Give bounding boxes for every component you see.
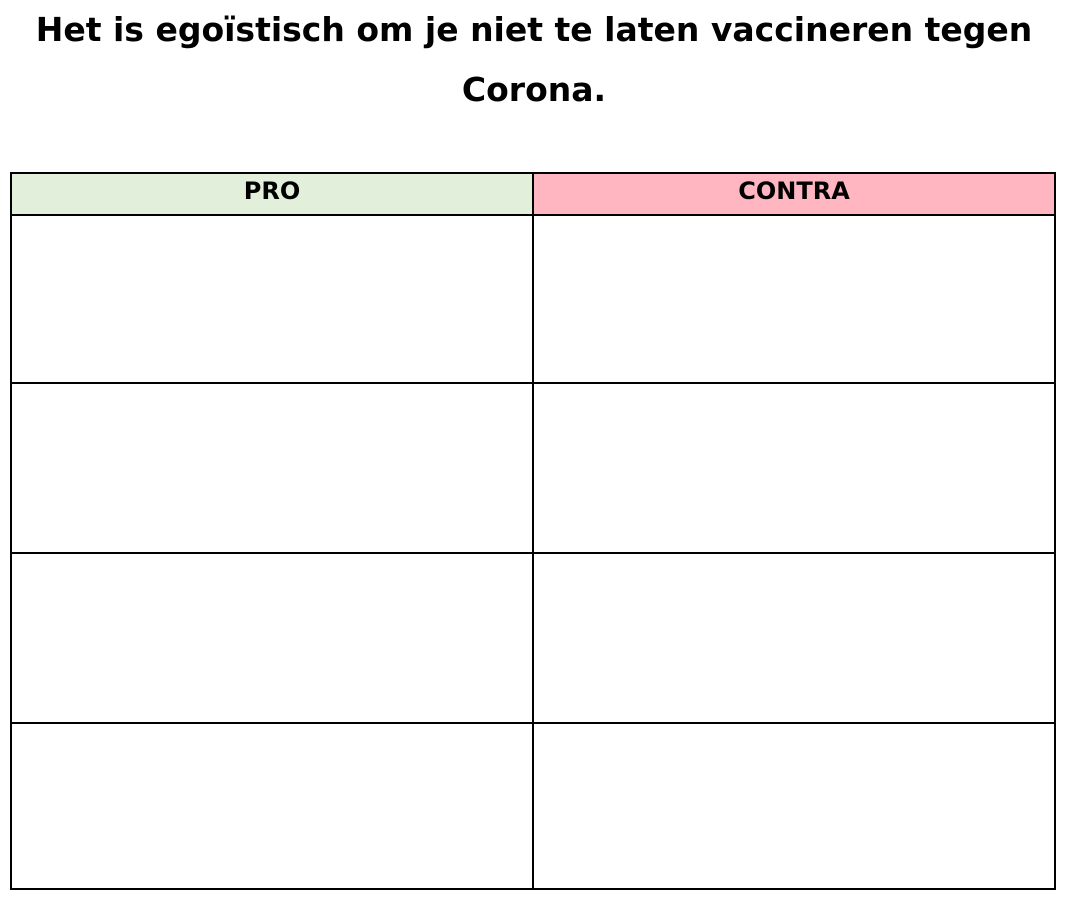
title-line-2: Corona. <box>461 70 607 109</box>
contra-cell[interactable] <box>533 553 1055 723</box>
table-row <box>11 383 1055 553</box>
pro-cell[interactable] <box>11 215 533 383</box>
contra-cell[interactable] <box>533 215 1055 383</box>
pro-cell[interactable] <box>11 723 533 889</box>
contra-cell[interactable] <box>533 723 1055 889</box>
contra-cell[interactable] <box>533 383 1055 553</box>
table-row <box>11 215 1055 383</box>
title-line-1: Het is egoïstisch om je niet te laten vaccineren tegen <box>35 10 1033 49</box>
pro-cell[interactable] <box>11 383 533 553</box>
header-row <box>11 173 1055 215</box>
table-row <box>11 553 1055 723</box>
contra-header: CONTRA <box>533 173 1055 215</box>
pro-contra-table <box>10 172 1056 890</box>
table-row <box>11 723 1055 889</box>
pro-header: PRO <box>11 173 533 215</box>
page-title <box>0 0 1068 120</box>
pro-cell[interactable] <box>11 553 533 723</box>
